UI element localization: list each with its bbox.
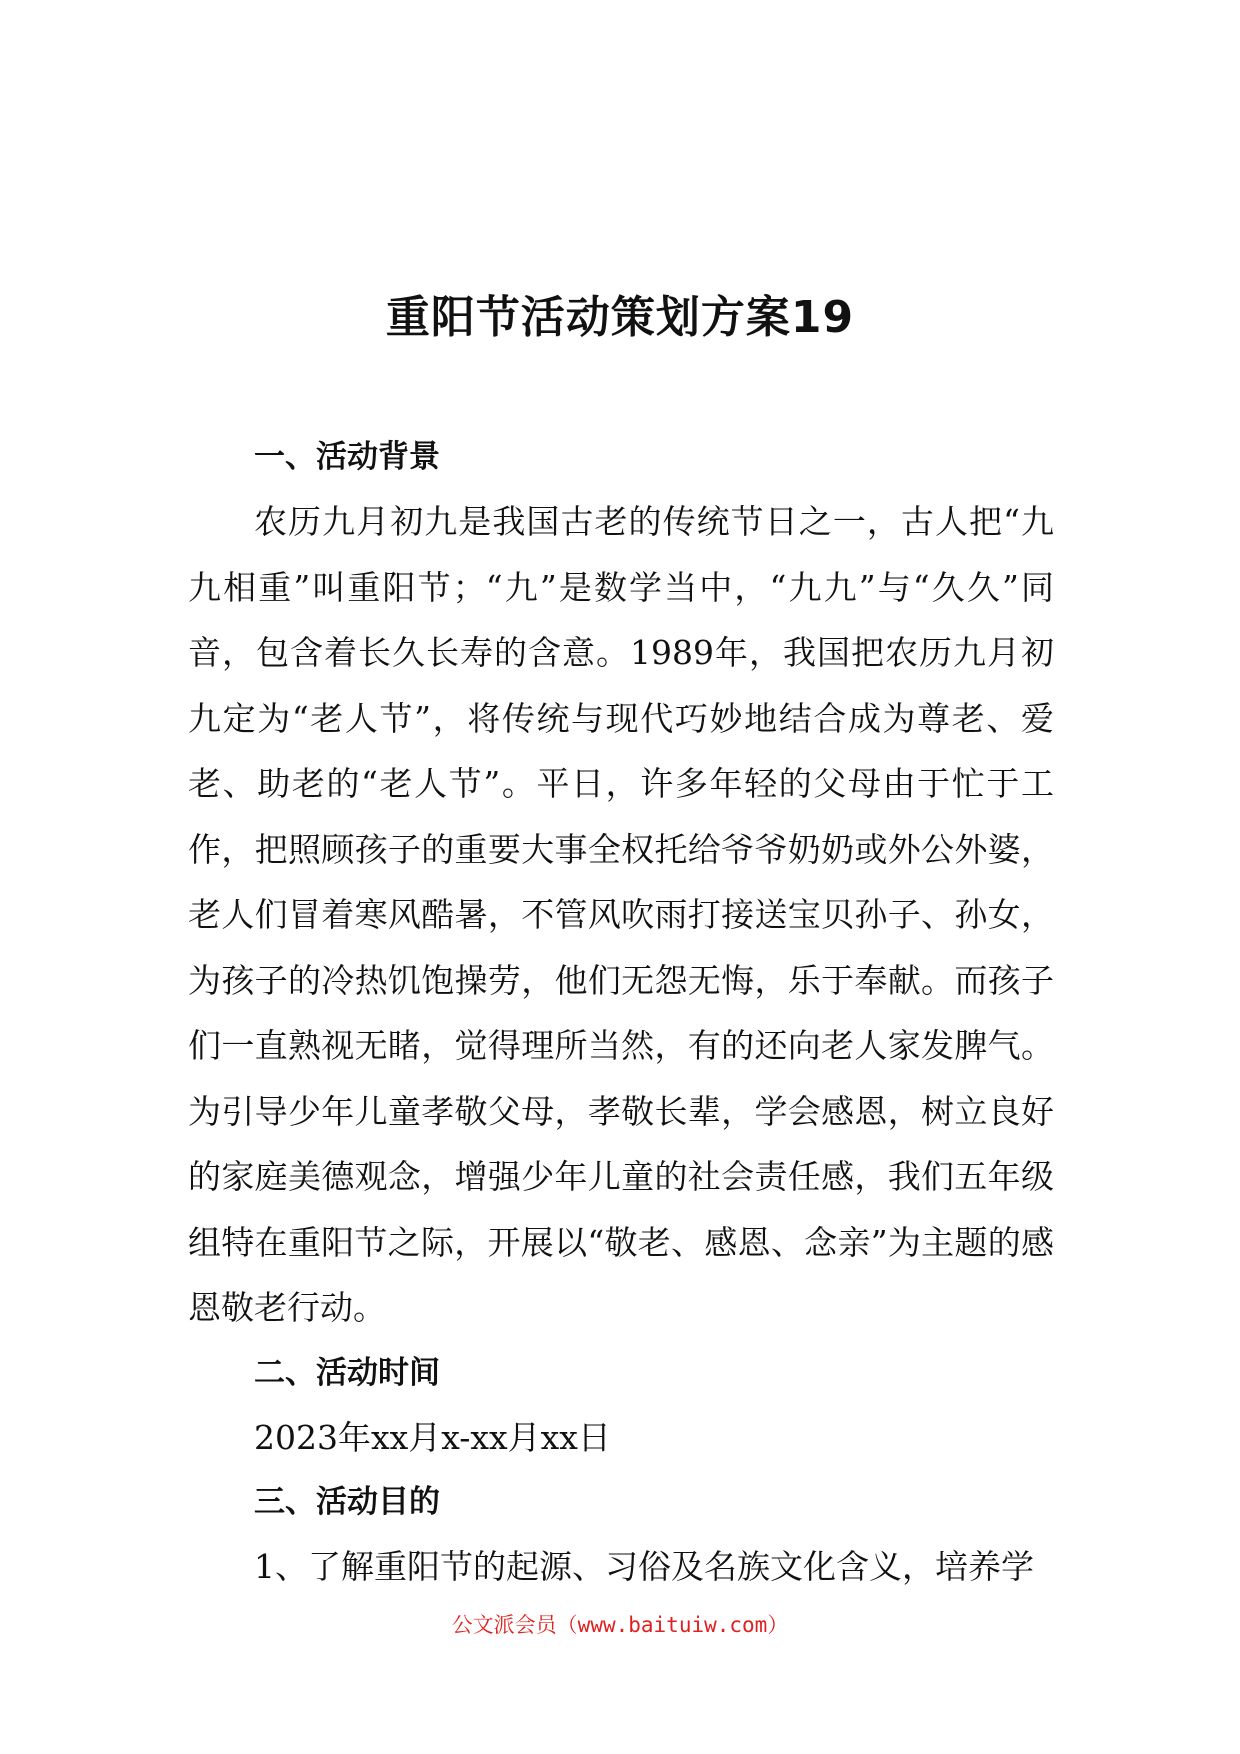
section-heading: 二、活动时间 (254, 1354, 440, 1391)
section-purpose (188, 1470, 1054, 1600)
section-heading: 三、活动目的 (254, 1484, 440, 1520)
paragraph: 农历九月初九是我国古老的传统节日之一，古人把“九九相重”叫重阳节；“九”是数学当中，“九九”与“久久”同音，包含着长久长寿的含意。1989年，我国把农历九月初九定为“老人节”，将传统与现代巧妙地结合成为尊老、爱老、助老的“老人节”。平日，许多年轻的父母由于忙于工作，把照顾孩子的重要大事全权托给爷爷奶奶或外公外婆，老人们冒着寒风酷暑，不管风吹雨打接送宝贝孙子、孙女，为孩子的冷热饥饱操劳，他们无怨无悔，乐于奉献。而孩子们一直熟视无睹，觉得理所当然，有的还向老人家发脾气。为引导少年儿童孝敬父母，孝敬长辈，学会感恩，树立良好的家庭美德观念，增强少年儿童的社会责任感，我们五年级组特在重阳节之际，开展以“敬老、感恩、念亲”为主题的感恩敬老行动。 (188, 502, 1054, 1327)
section-time (188, 1341, 1054, 1471)
paragraph: 1、了解重阳节的起源、习俗及名族文化含义，培养学 (254, 1547, 1034, 1586)
document-title: 重阳节活动策划方案19 (385, 292, 855, 343)
section-background (188, 425, 1054, 1341)
footer-watermark: 公文派会员（www.baituiw.com） (451, 1613, 789, 1637)
paragraph: 2023年xx月x-xx月xx日 (254, 1417, 611, 1457)
document-body (188, 425, 1054, 1600)
section-heading: 一、活动背景 (254, 439, 440, 475)
